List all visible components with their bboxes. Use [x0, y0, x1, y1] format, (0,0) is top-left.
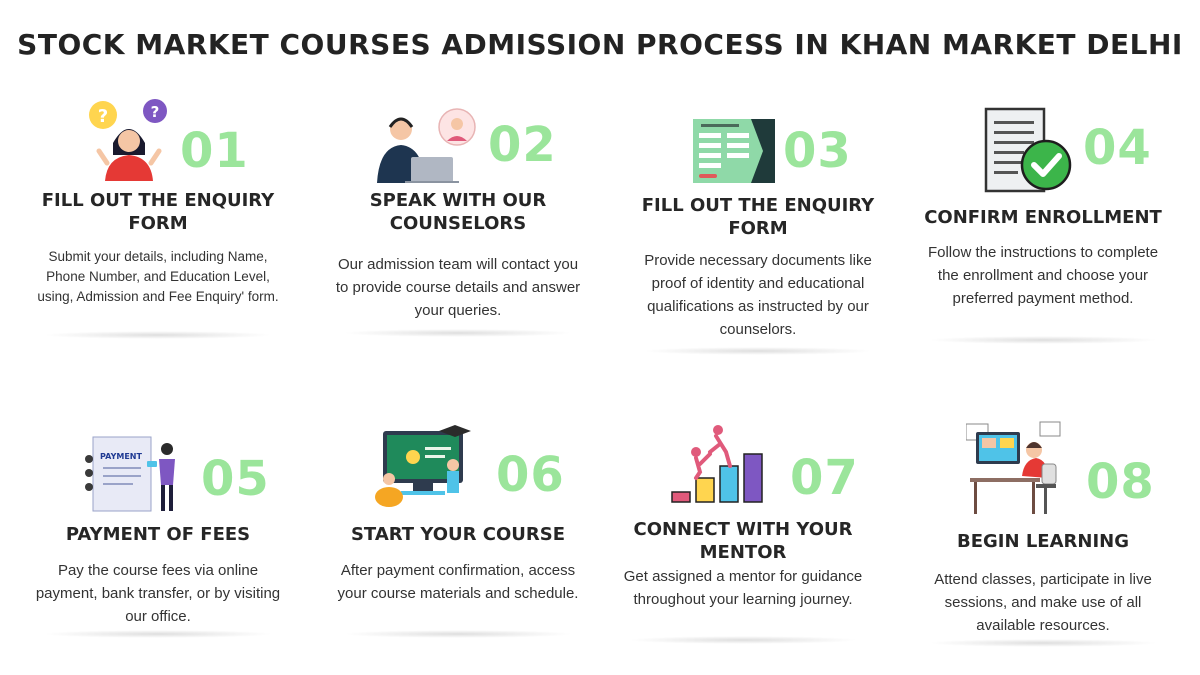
step-number: 03: [783, 123, 852, 179]
step-heading: START YOUR COURSE: [350, 524, 566, 545]
step-description: Get assigned a mentor for guidance throughout your learning journey.: [623, 568, 863, 608]
step-06: [333, 425, 583, 640]
step-number: 01: [180, 123, 249, 179]
step-07: [618, 420, 868, 645]
step-heading: CONFIRM ENROLLMENT: [924, 207, 1162, 228]
step-number: 05: [201, 451, 270, 507]
svg-text:?: ?: [150, 103, 160, 121]
step-02: [333, 95, 583, 345]
step-number: 02: [488, 117, 557, 173]
step-03: [633, 95, 883, 360]
online-class-icon: [373, 425, 483, 509]
step-description: Submit your details, including Name, Phone Number, and Education Level, using, Admission and Fee Enquiry' form.: [37, 249, 279, 304]
card-shadow: [343, 329, 573, 337]
mentor-steps-icon: [670, 422, 766, 504]
step-description: Follow the instructions to complete the enrollment and choose your preferred payment method.: [927, 244, 1159, 307]
card-shadow: [928, 336, 1158, 344]
svg-text:?: ?: [97, 106, 109, 127]
learning-desk-icon: [966, 420, 1066, 520]
step-description: Provide necessary documents like proof of identity and educational qualifications as instructed by our counselors.: [644, 252, 872, 338]
step-heading: BEGIN LEARNING: [957, 531, 1129, 552]
step-description: Our admission team will contact you to provide course details and answer your queries.: [335, 256, 581, 319]
step-description: Attend classes, participate in live sessions, and make use of all available resources.: [934, 571, 1152, 634]
step-description: Pay the course fees via online payment, bank transfer, or by visiting our office.: [35, 562, 281, 625]
card-shadow: [43, 331, 273, 339]
step-number: 08: [1086, 454, 1155, 510]
step-heading: FILL OUT THE ENQUIRY FORM: [641, 195, 875, 239]
payment-bill-icon: [83, 429, 183, 513]
card-shadow: [43, 630, 273, 638]
step-01: [33, 95, 283, 345]
card-shadow: [628, 636, 858, 644]
card-shadow: [643, 347, 873, 355]
step-number: 06: [496, 447, 565, 503]
step-heading: CONNECT WITH YOUR MENTOR: [633, 519, 853, 563]
counselor-headset-icon: [371, 107, 481, 183]
step-05: [33, 425, 283, 640]
step-number: 07: [790, 450, 859, 506]
svg-text:PAYMENT: PAYMENT: [100, 452, 142, 461]
step-number: 04: [1083, 120, 1152, 176]
step-heading: PAYMENT OF FEES: [65, 524, 251, 545]
step-description: After payment confirmation, access your course materials and schedule.: [337, 562, 579, 602]
confused-person-icon: [85, 97, 175, 181]
step-heading: SPEAK WITH OUR COUNSELORS: [369, 190, 547, 234]
step-04: [918, 95, 1168, 350]
step-08: [918, 420, 1168, 645]
enquiry-form-icon: [693, 119, 775, 183]
page-title: STOCK MARKET COURSES ADMISSION PROCESS IN KHAN MARKET DELHI: [17, 28, 1183, 61]
card-shadow: [343, 630, 573, 638]
step-heading: FILL OUT THE ENQUIRY FORM: [41, 190, 275, 234]
card-shadow: [928, 639, 1158, 647]
document-check-icon: [984, 107, 1074, 193]
